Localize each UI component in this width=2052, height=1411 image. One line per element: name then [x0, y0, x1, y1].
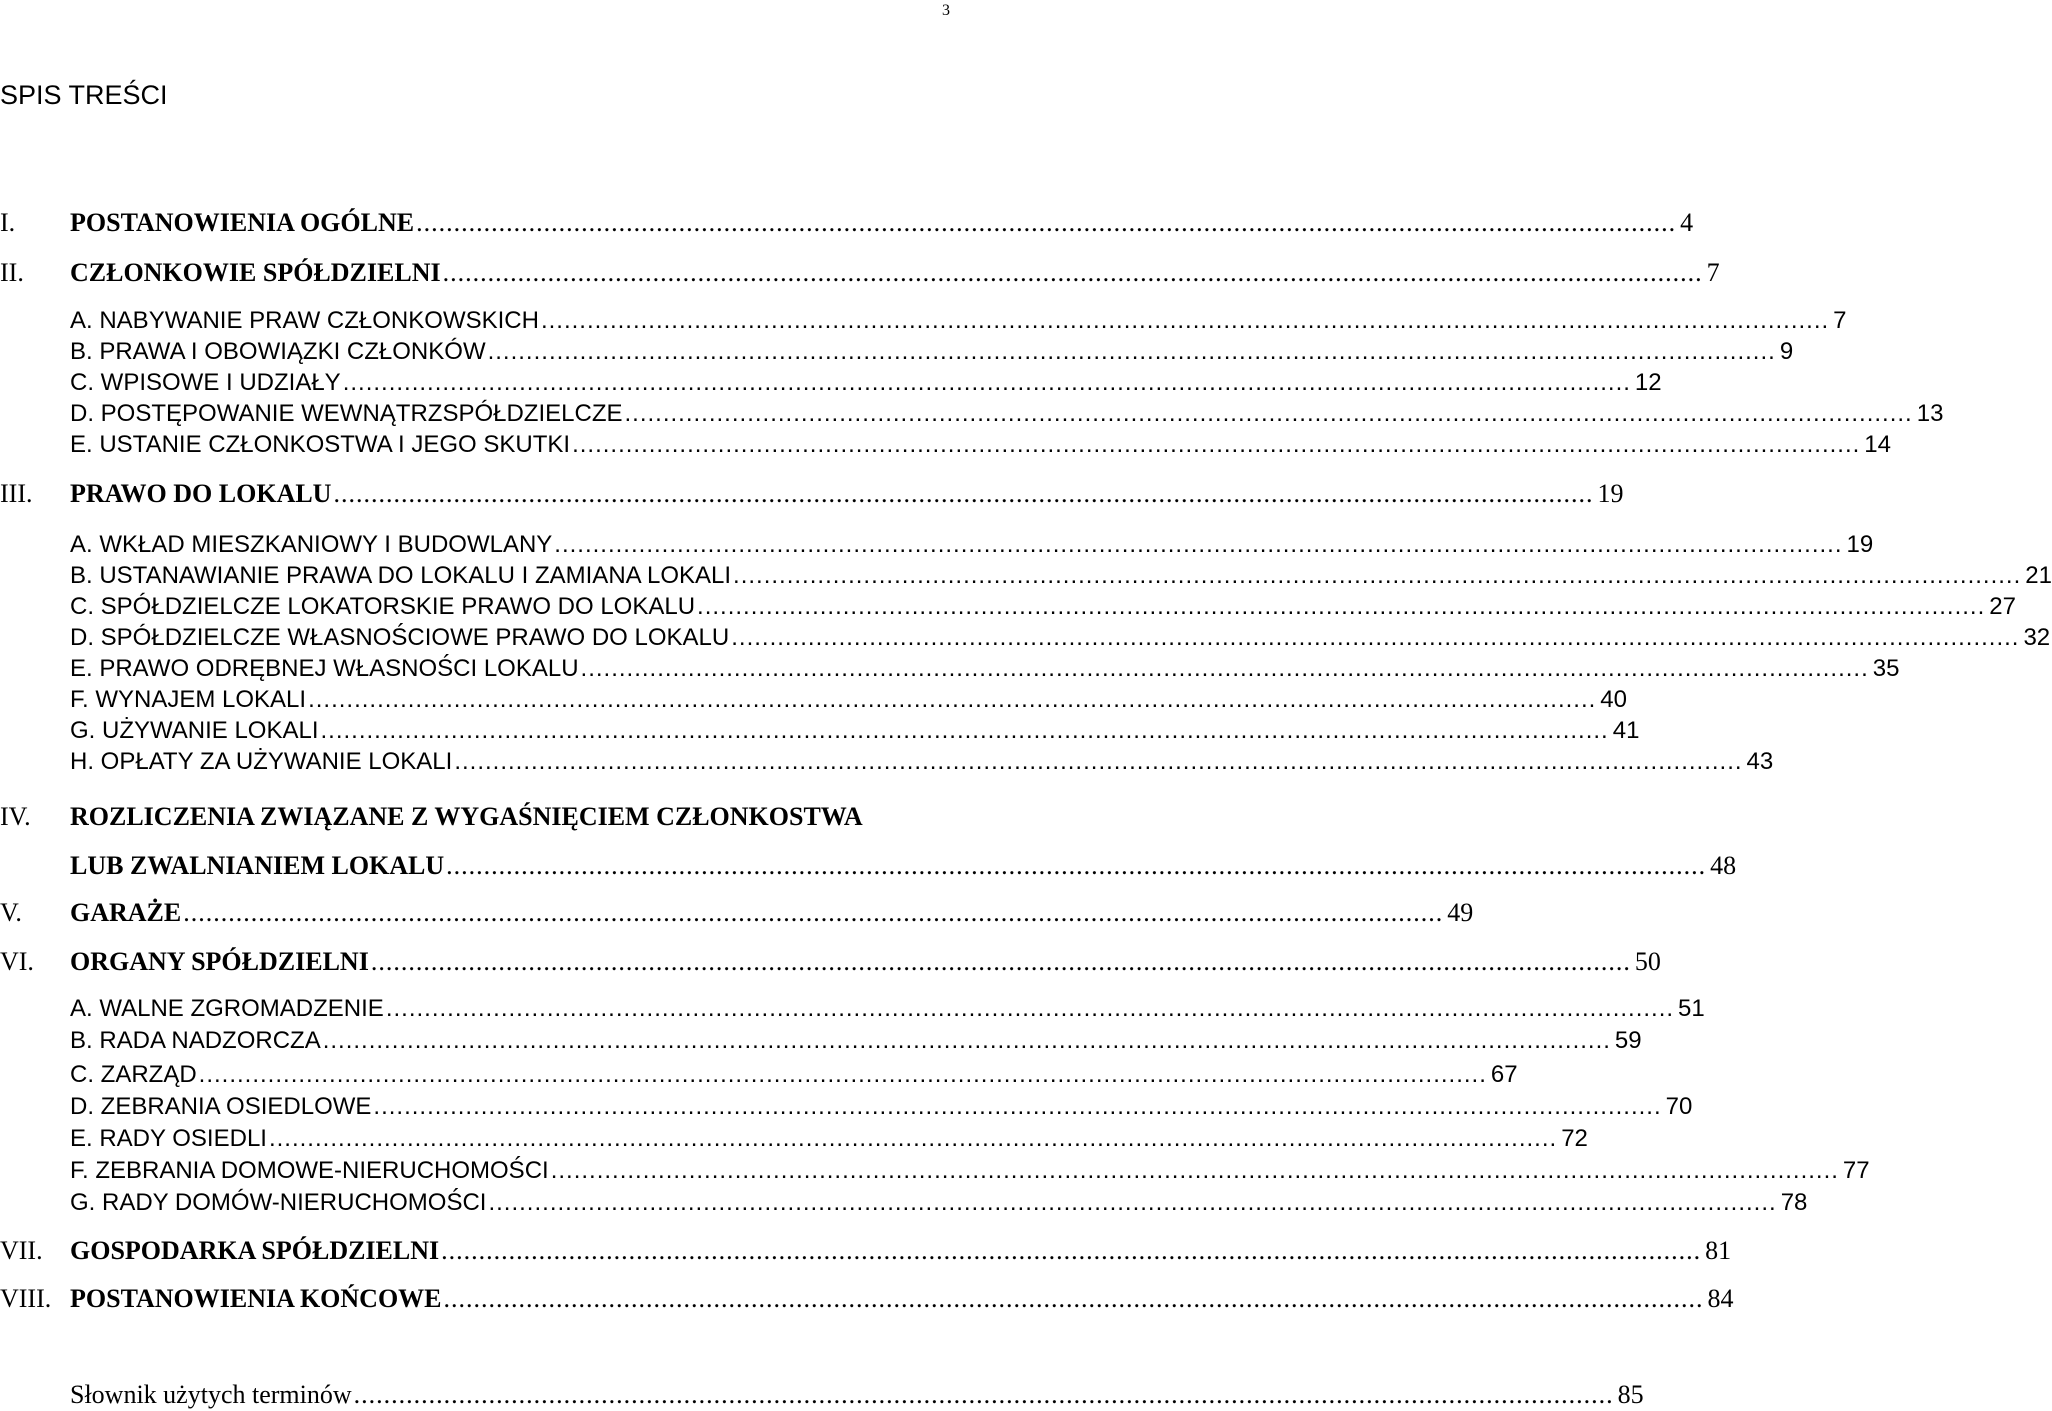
toc-entry-text: B. USTANAWIANIE PRAWA DO LOKALU I ZAMIANA LOKALI [70, 562, 732, 589]
leader-dots: ........................................................................................................................................................................ [554, 531, 1843, 558]
leader-dots: ........................................................................................................................................................................ [487, 338, 1776, 365]
toc-subentry[interactable] [0, 367, 1662, 399]
toc-entry-page: 13 [1916, 400, 1944, 427]
toc-entry-text: F. ZEBRANIA DOMOWE-NIERUCHOMOŚCI [70, 1157, 549, 1184]
toc-entry-page: 19 [1597, 479, 1624, 508]
leader-dots: ........................................................................................................................................................................ [454, 748, 1743, 775]
toc-entry-v[interactable] [0, 897, 1474, 929]
toc-entry-text: C. ZARZĄD [70, 1061, 197, 1088]
toc-entry-page: 9 [1779, 338, 1794, 365]
toc-entry-viii[interactable] [0, 1283, 1734, 1315]
toc-entry-text: G. UŻYWANIE LOKALI [70, 717, 319, 744]
leader-dots: ........................................................................................................................................................................ [370, 947, 1631, 976]
leader-dots: ........................................................................................................................................................................ [624, 400, 1913, 427]
toc-entry-page: 40 [1600, 686, 1627, 713]
toc-entry-iii[interactable] [0, 478, 1624, 510]
toc-entry-page: 14 [1864, 431, 1891, 458]
toc-entry-page: 41 [1612, 717, 1640, 744]
toc-entry-text: E. PRAWO ODRĘBNEJ WŁASNOŚCI LOKALU [70, 655, 579, 682]
toc-entry-iv-line2[interactable] [0, 850, 1737, 882]
toc-entry-text: GOSPODARKA SPÓŁDZIELNI [70, 1236, 440, 1265]
toc-entry-number: VIII. [0, 1284, 52, 1313]
toc-entry-page: 84 [1707, 1284, 1734, 1313]
toc-entry-text: D. SPÓŁDZIELCZE WŁASNOŚCIOWE PRAWO DO LOKALU [70, 624, 730, 651]
toc-entry-page: 27 [1989, 593, 2016, 620]
leader-dots: ........................................................................................................................................................................ [198, 1061, 1487, 1088]
leader-dots: ........................................................................................................................................................................ [441, 1236, 1702, 1265]
toc-entry-page: 7 [1706, 258, 1720, 287]
leader-dots: ........................................................................................................................................................................ [333, 479, 1594, 508]
toc-subentry[interactable] [0, 653, 1900, 685]
toc-entry-page: 12 [1634, 369, 1662, 396]
toc-subentry[interactable] [0, 715, 1640, 747]
toc-subentry[interactable] [0, 398, 1944, 430]
toc-entry-text: B. RADA NADZORCZA [70, 1027, 321, 1054]
toc-subentry[interactable] [0, 1155, 1870, 1187]
toc-subentry[interactable] [0, 1091, 1693, 1123]
toc-subentry[interactable] [0, 1123, 1588, 1155]
toc-entry-number: IV. [0, 802, 31, 831]
toc-entry-glossary[interactable] [0, 1379, 1644, 1411]
toc-subentry[interactable] [0, 1059, 1518, 1091]
toc-subentry[interactable] [0, 429, 1891, 461]
leader-dots: ........................................................................................................................................................................ [385, 995, 1675, 1022]
toc-entry-page: 35 [1872, 655, 1900, 682]
toc-subentry[interactable] [0, 684, 1627, 716]
leader-dots: ........................................................................................................................................................................ [550, 1157, 1839, 1184]
leader-dots: ........................................................................................................................................................................ [446, 851, 1707, 880]
toc-entry-page: 7 [1833, 307, 1847, 334]
toc-entry-text: CZŁONKOWIE SPÓŁDZIELNI [70, 258, 441, 287]
toc-entry-i[interactable] [0, 207, 1694, 239]
leader-dots: ........................................................................................................................................................................ [416, 208, 1677, 237]
toc-entry-text: Słownik użytych terminów [70, 1380, 352, 1409]
toc-entry-text: E. USTANIE CZŁONKOSTWA I JEGO SKUTKI [70, 431, 571, 458]
toc-entry-text: A. WALNE ZGROMADZENIE [70, 995, 384, 1022]
toc-entry-page: 48 [1710, 851, 1737, 880]
toc-entry-page: 43 [1746, 748, 1774, 775]
toc-entry-page: 21 [2025, 562, 2052, 589]
toc-entry-page: 51 [1678, 995, 1705, 1022]
toc-entry-page: 85 [1617, 1380, 1644, 1409]
toc-entry-text: D. ZEBRANIA OSIEDLOWE [70, 1093, 372, 1120]
toc-entry-text: PRAWO DO LOKALU [70, 479, 332, 508]
toc-entry-text: E. RADY OSIEDLI [70, 1125, 267, 1152]
toc-entry-page: 59 [1614, 1027, 1642, 1054]
toc-entry-number: VII. [0, 1236, 43, 1265]
toc-entry-text: POSTANOWIENIA KOŃCOWE [70, 1284, 442, 1313]
toc-entry-text: A. WKŁAD MIESZKANIOWY I BUDOWLANY [70, 531, 553, 558]
toc-subentry[interactable] [0, 1025, 1642, 1057]
toc-subentry[interactable] [0, 305, 1847, 337]
toc-subentry[interactable] [0, 993, 1705, 1025]
leader-dots: ........................................................................................................................................................................ [308, 686, 1597, 713]
toc-entry-page: 78 [1780, 1189, 1808, 1216]
toc-entry-page: 32 [2023, 624, 2051, 651]
toc-entry-vii[interactable] [0, 1235, 1732, 1267]
page-number: 3 [942, 2, 950, 19]
toc-entry-text-continued: LUB ZWALNIANIEM LOKALU [70, 851, 445, 880]
leader-dots: ........................................................................................................................................................................ [320, 717, 1609, 744]
toc-entry-page: 77 [1842, 1157, 1870, 1184]
toc-subentry[interactable] [0, 529, 1874, 561]
toc-entry-ii[interactable] [0, 257, 1720, 289]
leader-dots: ........................................................................................................................................................................ [733, 562, 2022, 589]
leader-dots: ........................................................................................................................................................................ [322, 1027, 1611, 1054]
leader-dots: ........................................................................................................................................................................ [183, 898, 1444, 927]
toc-subentry[interactable] [0, 746, 1774, 778]
toc-entry-page: 19 [1846, 531, 1874, 558]
toc-entry-page: 50 [1634, 947, 1661, 976]
leader-dots: ........................................................................................................................................................................ [580, 655, 1869, 682]
toc-subentry[interactable] [0, 622, 2051, 654]
toc-entry-text: POSTANOWIENIA OGÓLNE [70, 208, 415, 237]
leader-dots: ........................................................................................................................................................................ [540, 307, 1830, 334]
toc-entry-text: G. RADY DOMÓW-NIERUCHOMOŚCI [70, 1189, 487, 1216]
leader-dots: ........................................................................................................................................................................ [731, 624, 2020, 651]
toc-entry-number: I. [0, 208, 16, 237]
page-title: SPIS TREŚCI [0, 80, 168, 110]
toc-entry-text: GARAŻE [70, 898, 182, 927]
toc-entry-vi[interactable] [0, 946, 1661, 978]
toc-entry-number: VI. [0, 947, 34, 976]
toc-subentry[interactable] [0, 560, 2052, 592]
toc-entry-number: II. [0, 258, 24, 287]
leader-dots: ........................................................................................................................................................................ [697, 593, 1986, 620]
leader-dots: ........................................................................................................................................................................ [353, 1380, 1614, 1409]
toc-subentry[interactable] [0, 1187, 1808, 1219]
toc-entry-page: 4 [1680, 208, 1694, 237]
toc-entry-iv-line1[interactable] [0, 801, 960, 833]
toc-entry-page: 72 [1561, 1125, 1588, 1152]
toc-entry-text: F. WYNAJEM LOKALI [70, 686, 307, 713]
toc-entry-page: 49 [1447, 898, 1474, 927]
leader-dots: ........................................................................................................................................................................ [488, 1189, 1777, 1216]
toc-entry-number: III. [0, 479, 33, 508]
toc-entry-text: B. PRAWA I OBOWIĄZKI CZŁONKÓW [70, 338, 486, 365]
toc-entry-text: ORGANY SPÓŁDZIELNI [70, 947, 369, 976]
leader-dots: ........................................................................................................................................................................ [268, 1125, 1558, 1152]
leader-dots: ........................................................................................................................................................................ [373, 1093, 1662, 1120]
toc-entry-page: 70 [1665, 1093, 1693, 1120]
toc-entry-text: C. SPÓŁDZIELCZE LOKATORSKIE PRAWO DO LOKALU [70, 593, 696, 620]
toc-entry-text: D. POSTĘPOWANIE WEWNĄTRZSPÓŁDZIELCZE [70, 400, 623, 427]
leader-dots: ........................................................................................................................................................................ [442, 258, 1703, 287]
toc-subentry[interactable] [0, 591, 2016, 623]
toc-entry-page: 67 [1490, 1061, 1518, 1088]
toc-entry-text: H. OPŁATY ZA UŻYWANIE LOKALI [70, 748, 453, 775]
toc-entry-text: ROZLICZENIA ZWIĄZANE Z WYGAŚNIĘCIEM CZŁONKOSTWA [70, 802, 863, 831]
toc-subentry[interactable] [0, 336, 1794, 368]
toc-entry-page: 81 [1705, 1236, 1732, 1265]
toc-entry-text: A. NABYWANIE PRAW CZŁONKOWSKICH [70, 307, 539, 334]
toc-entry-number: V. [0, 898, 22, 927]
toc-entry-text: C. WPISOWE I UDZIAŁY [70, 369, 341, 396]
leader-dots: ........................................................................................................................................................................ [443, 1284, 1704, 1313]
leader-dots: ........................................................................................................................................................................ [572, 431, 1861, 458]
leader-dots: ........................................................................................................................................................................ [342, 369, 1631, 396]
